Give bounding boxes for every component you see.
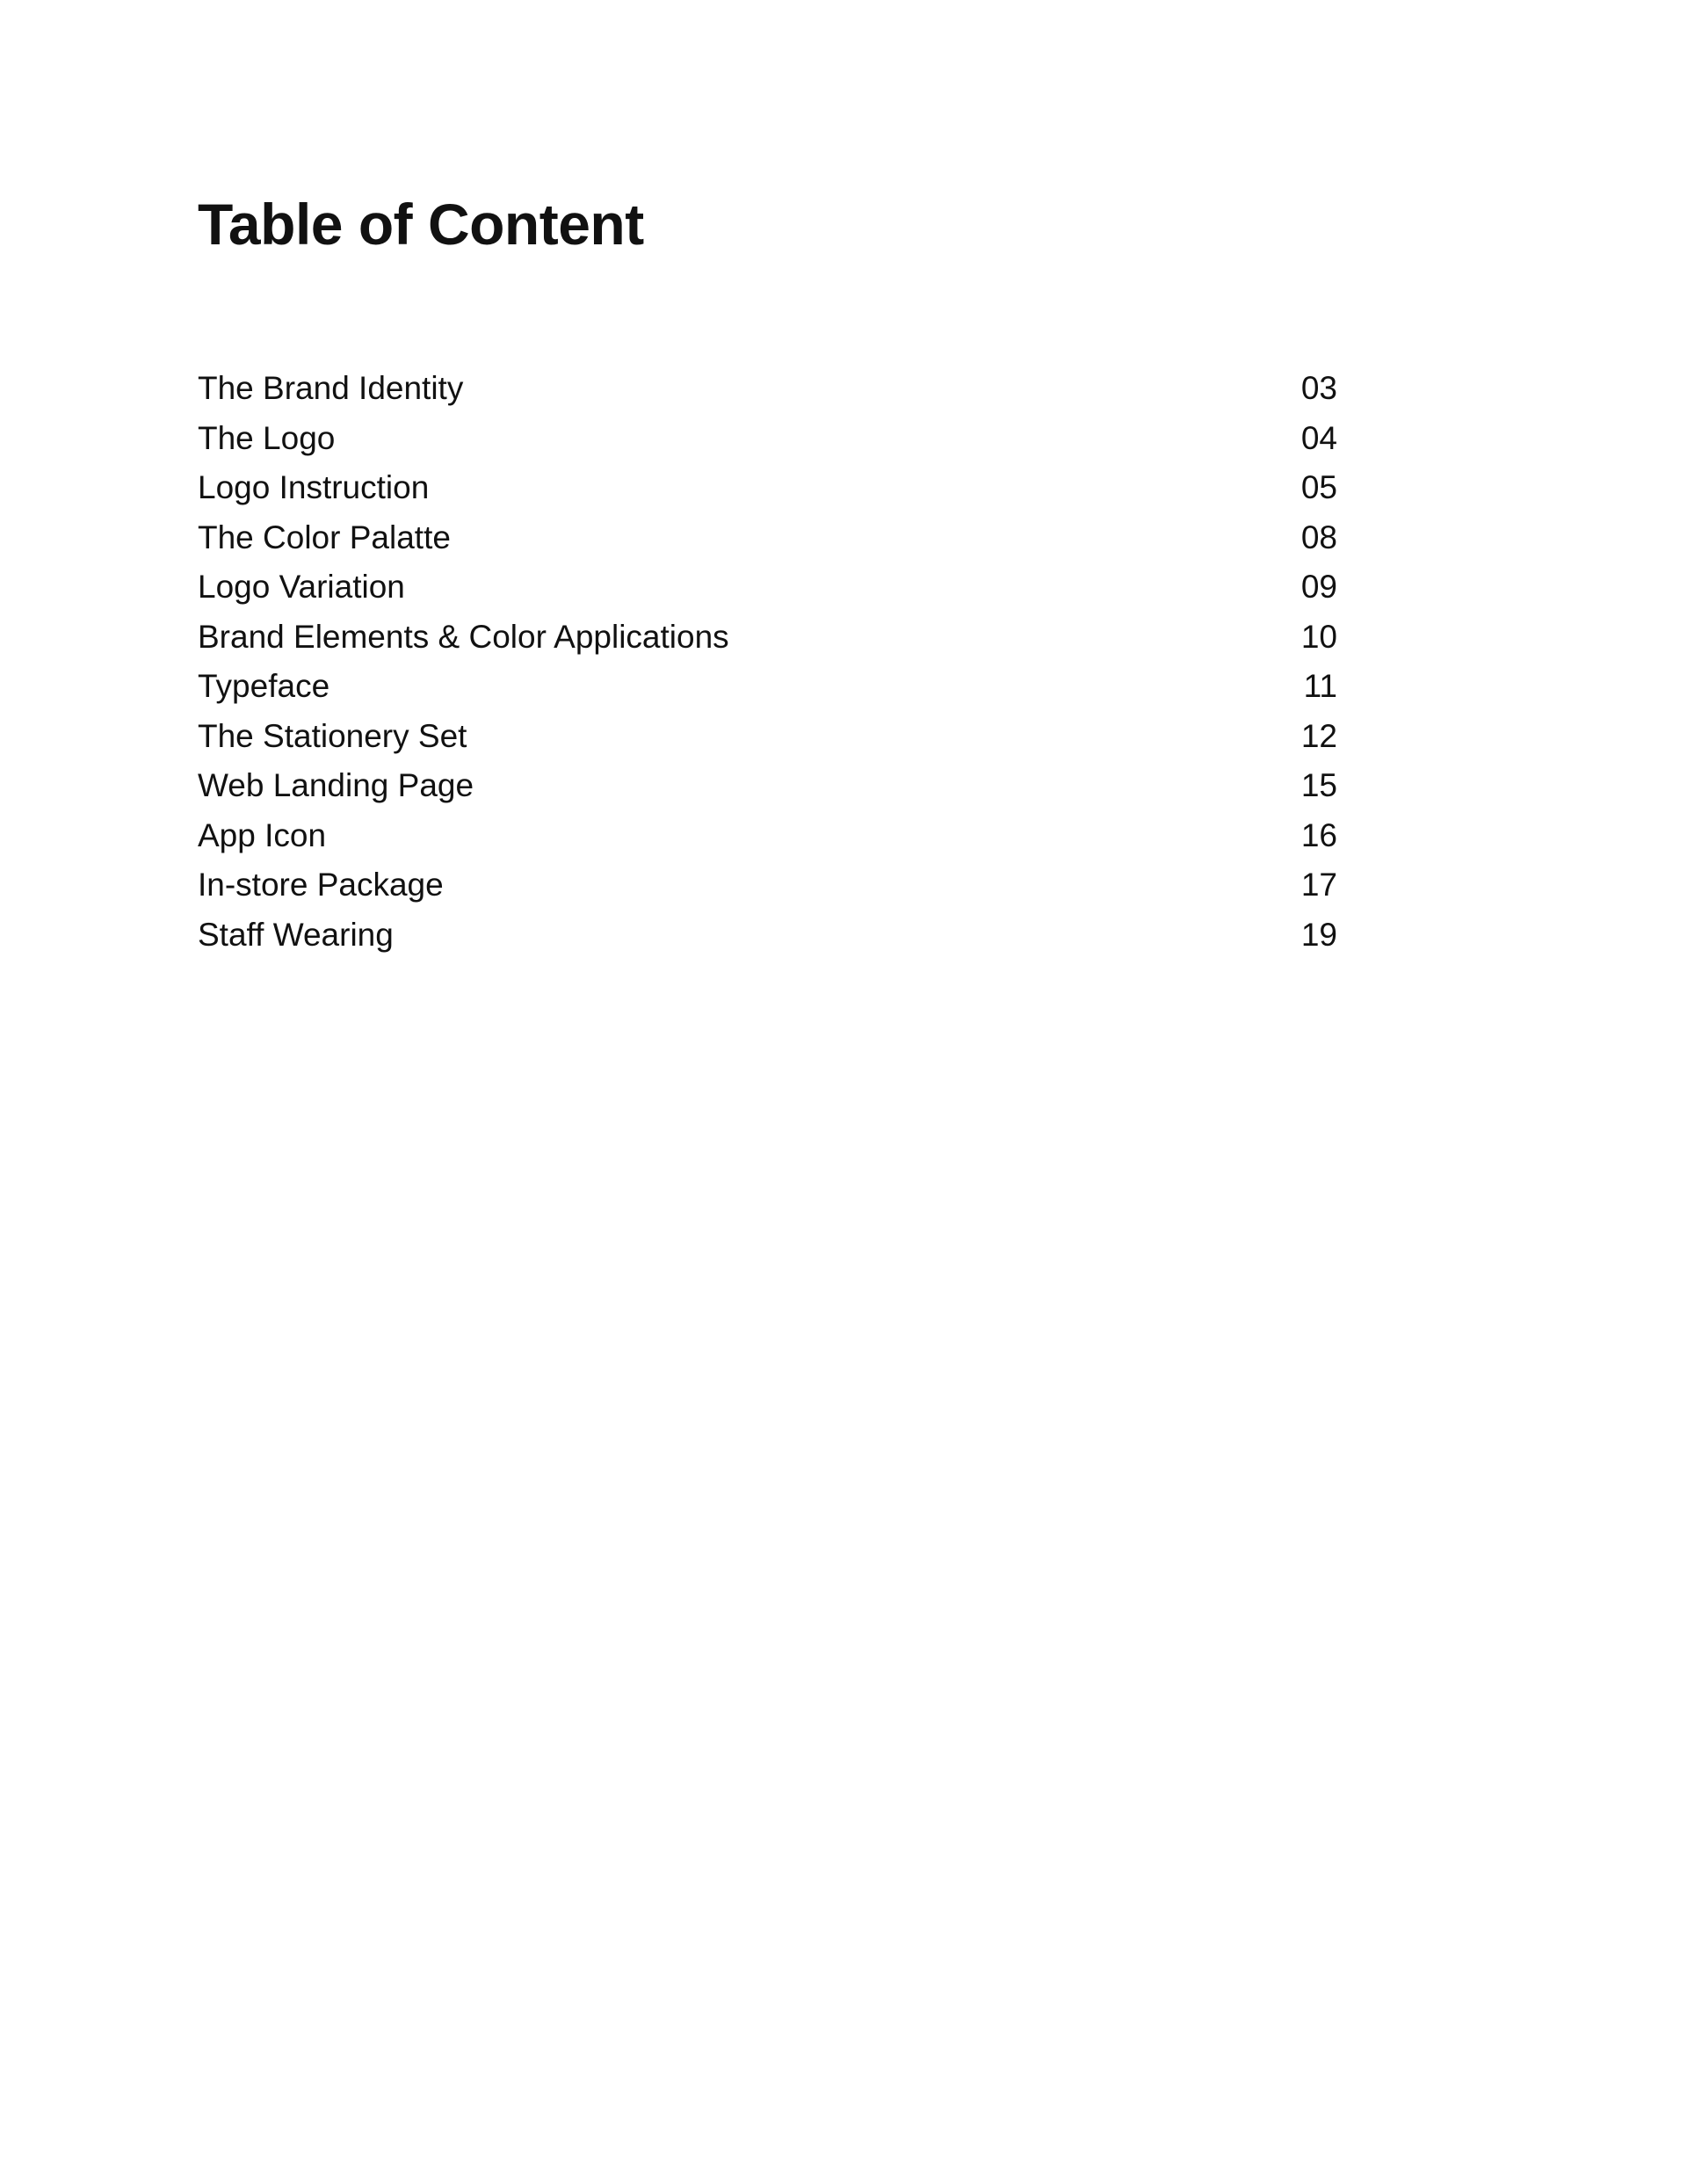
toc-entry: [198, 860, 1337, 911]
toc-entry: [198, 811, 1337, 861]
toc-entry-label: The Logo: [198, 419, 336, 456]
toc-entry: [198, 662, 1337, 712]
toc-entry-page-number: 04: [1300, 419, 1337, 456]
toc-entry: [198, 463, 1337, 513]
toc-entry-label: The Stationery Set: [198, 717, 467, 754]
page-title: Table of Content: [198, 192, 644, 257]
toc-entry-label: The Brand Identity: [198, 370, 464, 406]
toc-entry-label: Logo Instruction: [198, 469, 430, 505]
toc-entry-label: The Color Palatte: [198, 519, 451, 555]
toc-entry-label: Typeface: [198, 668, 330, 704]
toc-entry: [198, 761, 1337, 811]
toc-entry-page-number: 11: [1303, 668, 1337, 704]
toc-entry: [198, 613, 1337, 663]
toc-entry-page-number: 19: [1300, 916, 1337, 953]
toc-entry-page-number: 12: [1300, 717, 1337, 754]
toc-entry-page-number: 16: [1300, 816, 1337, 853]
toc-entry-page-number: 10: [1300, 618, 1337, 655]
toc-entry: [198, 911, 1337, 961]
toc-entry: [198, 712, 1337, 762]
toc-entry-page-number: 03: [1300, 370, 1337, 406]
toc-entry: [198, 364, 1337, 414]
toc-entry-label: Web Landing Page: [198, 767, 474, 803]
toc-entry: [198, 414, 1337, 464]
toc-entry: [198, 562, 1337, 613]
toc-entry-label: Logo Variation: [198, 569, 405, 605]
toc-entry-page-number: 17: [1300, 867, 1337, 903]
toc-entry-label: Staff Wearing: [198, 916, 394, 953]
toc-entry-page-number: 15: [1300, 767, 1337, 803]
toc-entry: [198, 513, 1337, 563]
toc-entry-page-number: 09: [1300, 569, 1337, 605]
table-of-contents: [198, 364, 1337, 960]
toc-entry-label: In-store Package: [198, 867, 444, 903]
toc-entry-page-number: 05: [1300, 469, 1337, 505]
toc-entry-label: App Icon: [198, 816, 327, 853]
toc-entry-page-number: 08: [1300, 519, 1337, 555]
toc-entry-label: Brand Elements & Color Applications: [198, 618, 729, 655]
